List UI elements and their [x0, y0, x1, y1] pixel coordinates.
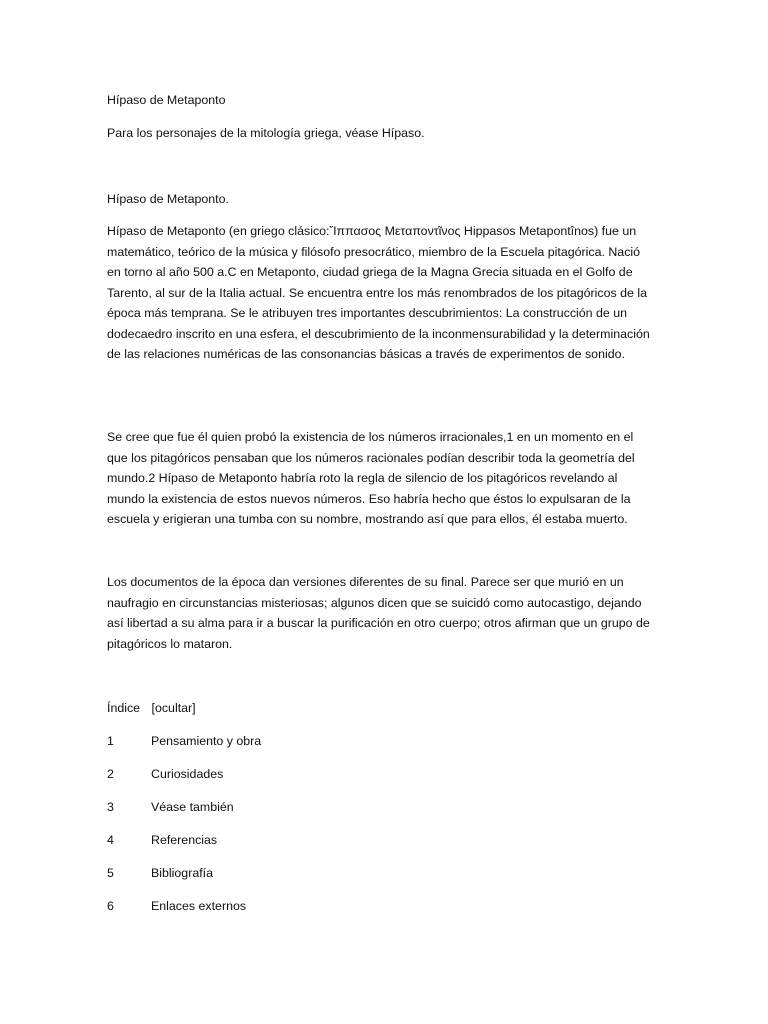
disambiguation-note: Para los personajes de la mitología griega, véase Hípaso.	[107, 126, 425, 140]
page-title: Hípaso de Metaponto	[107, 93, 226, 107]
toc-item-label[interactable]: Véase también	[151, 800, 234, 814]
toc-item-label[interactable]: Pensamiento y obra	[151, 734, 262, 748]
toc-item-label[interactable]: Bibliografía	[151, 866, 213, 880]
index-label: Índice	[107, 701, 141, 715]
toc-item-label[interactable]: Enlaces externos	[151, 899, 247, 913]
index-toggle-link[interactable]: [ocultar]	[151, 701, 196, 715]
toc-item-number: 5	[107, 866, 114, 880]
toc-item-number: 6	[107, 899, 114, 913]
index-header	[107, 698, 657, 719]
toc-item-number: 3	[107, 800, 114, 814]
paragraph-1: Hípaso de Metaponto (en griego clásico:Ἵππασος Μεταποντῖνος Hippasos Metapontînos) fue un matemático, teórico de la música y filósofo presocrático, miembro de la Escuela pitagórica. Nació en torno al año 500 a.C en Metaponto, ciudad griega de la Magna Grecia situada en el Golfo de Tarento, al sur de la Italia actual. Se encuentra entre los más renombrados de los pitagóricos de la época más temprana. Se le atribuyen tres importantes descubrimientos: La construcción de un dodecaedro inscrito en una esfera, el descubrimiento de la inconmensurabilidad y la determinación de las relaciones numéricas de las consonancias básicas a través de experimentos de sonido.	[107, 224, 650, 361]
paragraph-3: Los documentos de la época dan versiones diferentes de su final. Parece ser que murió en un naufragio en circunstancias misteriosas; algunos dicen que se suicidó como autocastigo, dejando así libertad a su alma para ir a buscar la purificación en otro cuerpo; otros afirman que un grupo de pitagóricos lo mataron.	[107, 575, 650, 651]
toc-item-number: 2	[107, 767, 114, 781]
toc-item-label[interactable]: Referencias	[151, 833, 218, 847]
toc-item-number: 4	[107, 833, 114, 847]
image-caption: Hípaso de Metaponto.	[107, 192, 229, 206]
paragraph-2: Se cree que fue él quien probó la existencia de los números irracionales,1 en un momento en el que los pitagóricos pensaban que los números racionales podían describir toda la geometría del mundo.2 Hípaso de Metaponto habría roto la regla de silencio de los pitagóricos revelando al mundo la existencia de estos nuevos números. Eso habría hecho que éstos lo expulsaran de la escuela y erigieran una tumba con su nombre, mostrando así que para ellos, él estaba muerto.	[107, 430, 635, 526]
toc-item-label[interactable]: Curiosidades	[151, 767, 224, 781]
toc-item-number: 1	[107, 734, 114, 748]
